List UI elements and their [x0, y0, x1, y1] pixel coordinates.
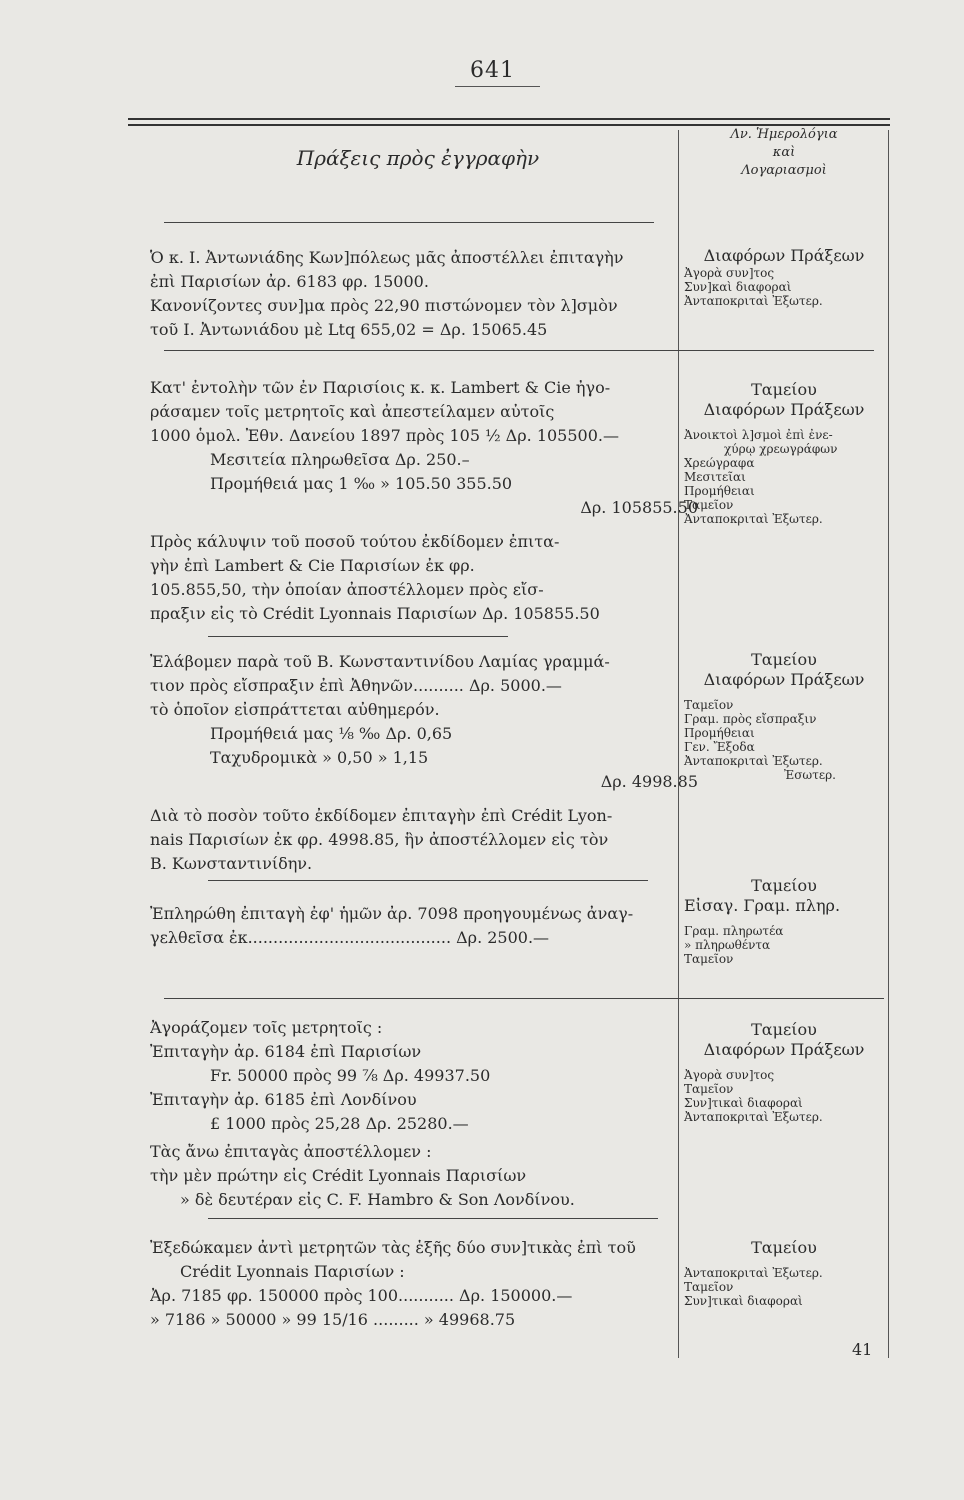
entry-2-line: γὴν ἐπὶ Lambert & Cie Παρισίων ἐκ φρ. — [150, 556, 475, 575]
account-item: Γραμ. πρὸς εἴσπραξιν — [684, 712, 817, 726]
entry-3 — [150, 650, 698, 876]
entry-2 — [150, 376, 698, 626]
account-item: Ἀνοικτοὶ λ]σμοὶ ἐπὶ ἐνε- — [684, 428, 833, 442]
entry-6-line: » 7186 » 50000 » 99 15/16 ......... » 49968.75 — [150, 1310, 516, 1329]
account-item: Ταμεῖον — [684, 698, 734, 712]
entry-5-line: Ἐπιταγὴν ἀρ. 6184 ἐπὶ Παρισίων — [150, 1042, 422, 1061]
entry-5-accounts — [684, 1020, 884, 1124]
account-item: Ταμεῖον — [684, 1280, 734, 1294]
entry-2-line: 105.855,50, τὴν ὁποίαν ἀποστέλλομεν πρὸς εἴσ- — [150, 580, 544, 599]
account-item: Ἀγορὰ συν]τος — [684, 1068, 775, 1082]
entry-separator — [164, 350, 874, 351]
header-separator — [164, 222, 654, 223]
entry-2-line: Κατ' ἐντολὴν τῶν ἐν Παρισίοις κ. κ. Lambert & Cie ἠγο- — [150, 378, 611, 397]
entry-4 — [150, 902, 698, 950]
entry-3-line: Ἐλάβομεν παρὰ τοῦ Β. Κωνσταντινίδου Λαμίας γραμμά- — [150, 652, 610, 671]
page-number-rule — [455, 86, 540, 87]
entry-6-line: Ἀρ. 7185 φρ. 150000 πρὸς 100........... Δρ. 150000.— — [150, 1286, 573, 1305]
account-heading: Εἰσαγ. Γραμ. πληρ. — [684, 896, 841, 915]
entry-1-line: τοῦ Ι. Ἀντωνιάδου μὲ Ltq 655,02 = Δρ. 15065.45 — [150, 320, 548, 339]
entry-6-accounts — [684, 1238, 884, 1308]
entry-2-line: Μεσιτεία πληρωθεῖσα Δρ. 250.– — [210, 450, 470, 469]
account-item: » πληρωθέντα — [684, 938, 771, 952]
entry-3-line: τὸ ὁποῖον εἰσπράττεται αὐθημερόν. — [150, 700, 440, 719]
entry-5-line: » δὲ δευτέραν εἰς C. F. Hambro & Son Λονδίνου. — [180, 1190, 575, 1209]
account-item: Ἀνταποκριταὶ Ἐξωτερ. — [684, 294, 823, 308]
account-item: Προμήθειαι — [684, 484, 755, 498]
account-item: Μεσιτεῖαι — [684, 470, 746, 484]
entry-3-line: Ταχυδρομικὰ » 0,50 » 1,15 — [210, 748, 429, 767]
header-right-line-3: Λογαριασμοὶ — [741, 163, 827, 178]
account-heading: Διαφόρων Πράξεων — [703, 670, 865, 689]
account-item: Ἐσωτερ. — [784, 768, 836, 782]
entry-4-line: γελθεῖσα ἐκ........................................ Δρ. 2500.— — [150, 928, 550, 947]
entry-6 — [150, 1236, 698, 1332]
entry-2-line: 1000 ὁμολ. Ἐθν. Δανείου 1897 πρὸς 105 ½ Δρ. 105500.— — [150, 426, 619, 445]
ledger-sheet — [128, 118, 890, 1358]
account-heading: Διαφόρων Πράξεων — [703, 1040, 865, 1059]
account-item: Ταμεῖον — [684, 1082, 734, 1096]
account-item: Ταμεῖον — [684, 498, 734, 512]
account-item: Ἀνταποκριταὶ Ἐξωτερ. — [684, 754, 823, 768]
entry-5-line: Ἀγοράζομεν τοῖς μετρητοῖς : — [150, 1018, 383, 1037]
entry-6-line: Crédit Lyonnais Παρισίων : — [180, 1262, 405, 1281]
header-right — [684, 126, 884, 180]
account-heading: Ταμείου — [751, 380, 817, 399]
account-item: Ἀνταποκριταὶ Ἐξωτερ. — [684, 1266, 823, 1280]
account-item: Γραμ. πληρωτέα — [684, 924, 784, 938]
entry-5-line: τὴν μὲν πρώτην εἰς Crédit Lyonnais Παρισίων — [150, 1166, 527, 1185]
entry-separator — [164, 998, 884, 999]
entry-2-total: Δρ. 105855.50 — [580, 498, 698, 517]
entry-5-line: Ἐπιταγὴν ἀρ. 6185 ἐπὶ Λονδίνου — [150, 1090, 417, 1109]
entry-4-accounts — [684, 876, 884, 966]
account-item: Ἀνταποκριταὶ Ἐξωτερ. — [684, 1110, 823, 1124]
top-rule — [128, 118, 890, 120]
account-heading: Ταμείου — [751, 1238, 817, 1257]
account-heading: Ταμείου — [751, 650, 817, 669]
entry-3-line: nais Παρισίων ἐκ φρ. 4998.85, ἣν ἀποστέλλομεν εἰς τὸν — [150, 830, 609, 849]
entry-3-line: Β. Κωνσταντινίδην. — [150, 854, 313, 873]
footer-number: 41 — [852, 1340, 873, 1359]
entry-3-line: Διὰ τὸ ποσὸν τοῦτο ἐκδίδομεν ἐπιταγὴν ἐπὶ Crédit Lyon- — [150, 806, 613, 825]
header-right-line-2: καὶ — [772, 145, 796, 160]
entry-5 — [150, 1016, 698, 1212]
entry-3-line: Προμήθειά μας ⅛ ‰ Δρ. 0,65 — [210, 724, 453, 743]
page-number: 641 — [470, 58, 515, 83]
entry-2-line: ράσαμεν τοῖς μετρητοῖς καὶ ἀπεστείλαμεν αὐτοῖς — [150, 402, 555, 421]
account-heading: Ταμείου — [751, 876, 817, 895]
entry-5-line: £ 1000 πρὸς 25,28 Δρ. 25280.— — [210, 1114, 469, 1133]
account-item: Χρεώγραφα — [684, 456, 755, 470]
account-heading: Διαφόρων Πράξεων — [703, 400, 865, 419]
entry-6-line: Ἐξεδώκαμεν ἀντὶ μετρητῶν τὰς ἑξῆς δύο συν]τικὰς ἐπὶ τοῦ — [150, 1238, 636, 1257]
entry-separator — [208, 1218, 658, 1219]
account-heading: Ταμείου — [751, 1020, 817, 1039]
header-left: Πράξεις πρὸς ἐγγραφὴν — [296, 146, 540, 170]
entry-1-accounts — [684, 246, 884, 308]
entry-1-line: ἐπὶ Παρισίων ἀρ. 6183 φρ. 15000. — [150, 272, 429, 291]
account-item: Συν]καὶ διαφοραὶ — [684, 280, 792, 294]
entry-5-line: Fr. 50000 πρὸς 99 ⅞ Δρ. 49937.50 — [210, 1066, 491, 1085]
entry-3-accounts — [684, 650, 884, 782]
entry-2-accounts — [684, 380, 884, 526]
entry-1-line: Ὁ κ. Ι. Ἀντωνιάδης Κων]πόλεως μᾶς ἀποστέλλει ἐπιταγὴν — [150, 248, 624, 267]
account-item: χύρῳ χρεωγράφων — [724, 442, 838, 456]
entry-2-line: πραξιν εἰς τὸ Crédit Lyonnais Παρισίων Δρ. 105855.50 — [150, 604, 600, 623]
entry-3-line: τιον πρὸς εἴσπραξιν ἐπὶ Ἀθηνῶν.......... Δρ. 5000.— — [150, 676, 562, 695]
account-item: Ἀνταποκριταὶ Ἐξωτερ. — [684, 512, 823, 526]
entry-2-line: Πρὸς κάλυψιν τοῦ ποσοῦ τούτου ἐκδίδομεν ἐπιτα- — [150, 532, 560, 551]
entry-separator — [208, 880, 648, 881]
header-right-line-1: Λν. Ἡμερολόγια — [730, 127, 838, 142]
entry-4-line: Ἐπληρώθη ἐπιταγὴ ἐφ' ἡμῶν ἀρ. 7098 προηγουμένως ἀναγ- — [150, 904, 634, 923]
account-heading: Διαφόρων Πράξεων — [703, 246, 865, 265]
account-item: Ἀγορὰ συν]τος — [684, 266, 775, 280]
account-item: Συν]τικαὶ διαφοραὶ — [684, 1294, 803, 1308]
account-item: Συν]τικαὶ διαφοραὶ — [684, 1096, 803, 1110]
entry-5-line: Τὰς ἄνω ἐπιταγὰς ἀποστέλλομεν : — [150, 1142, 432, 1161]
entry-2-line: Προμήθειά μας 1 ‰ » 105.50 355.50 — [210, 474, 513, 493]
account-item: Γεν. Ἔξοδα — [684, 740, 755, 754]
account-item: Προμήθειαι — [684, 726, 755, 740]
entry-separator — [208, 636, 508, 637]
entry-3-total: Δρ. 4998.85 — [600, 772, 698, 791]
entry-1-line: Κανονίζοντες συν]μα πρὸς 22,90 πιστώνομεν τὸν λ]σμὸν — [150, 296, 618, 315]
right-border — [888, 130, 889, 1358]
account-item: Ταμεῖον — [684, 952, 734, 966]
entry-1 — [150, 246, 698, 342]
